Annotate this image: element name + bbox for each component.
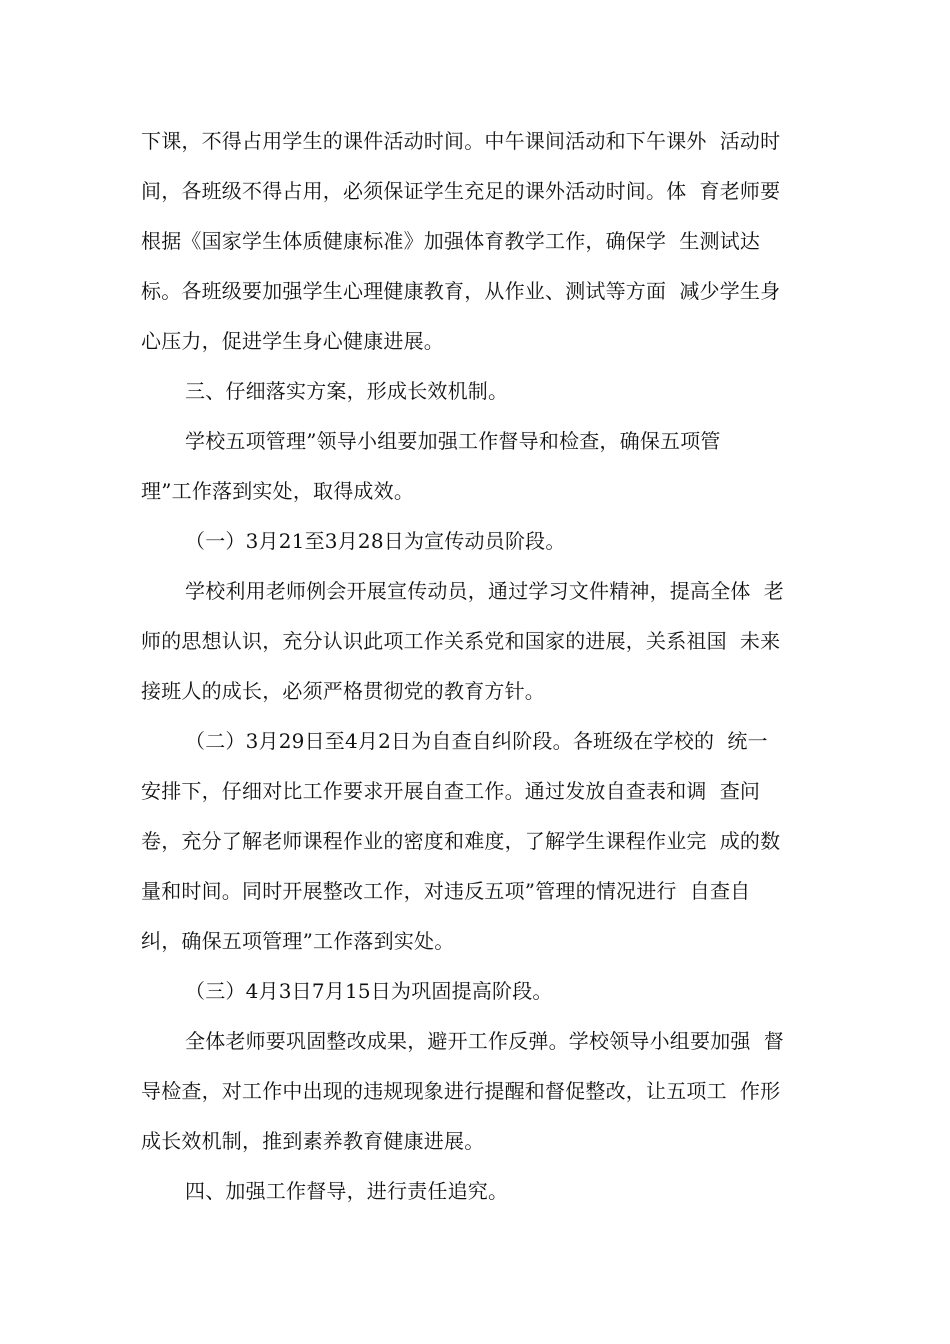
body-text-line: 学校五项管理”领导小组要加强工作督导和检查，确保五项管 — [185, 429, 721, 453]
body-text-line: 接班人的成长，必须严格贯彻党的教育方针。 — [141, 679, 545, 703]
section-heading: 四、加强工作督导，进行责任追究。 — [185, 1179, 509, 1203]
body-text-line: 量和时间。同时开展整改工作，对违反五项”管理的情况进行 自查自 — [141, 879, 751, 903]
body-text-line: 师的思想认识，充分认识此项工作关系党和国家的进展，关系祖国 未来 — [141, 629, 781, 653]
subsection-heading: （一）3月21至3月28日为宣传动员阶段。 — [185, 529, 566, 553]
body-text-line: 心压力，促进学生身心健康进展。 — [141, 329, 444, 353]
subsection-heading: （三）4月3日7月15日为巩固提高阶段。 — [185, 979, 553, 1003]
body-text-line: 下课，不得占用学生的课件活动时间。中午课间活动和下午课外 活动时 — [141, 129, 781, 153]
subsection-heading: （二）3月29日至4月2日为自查自纠阶段。各班级在学校的 统一 — [185, 729, 768, 753]
body-text-line: 间，各班级不得占用，必须保证学生充足的课外活动时间。体 育老师要 — [141, 179, 781, 203]
body-text-line: 成长效机制，推到素养教育健康进展。 — [141, 1129, 485, 1153]
body-text-line: 学校利用老师例会开展宣传动员，通过学习文件精神，提高全体 老 — [185, 579, 784, 603]
body-text-line: 纠，确保五项管理”工作落到实处。 — [141, 929, 455, 953]
section-heading: 三、仔细落实方案，形成长效机制。 — [185, 379, 509, 403]
body-text-line: 卷，充分了解老师课程作业的密度和难度，了解学生课程作业完 成的数 — [141, 829, 781, 853]
body-text-line: 导检查，对工作中出现的违规现象进行提醒和督促整改，让五项工 作形 — [141, 1079, 781, 1103]
body-text-line: 标。各班级要加强学生心理健康教育，从作业、测试等方面 减少学生身 — [141, 279, 781, 303]
body-text-line: 根据《国家学生体质健康标准》加强体育教学工作，确保学 生测试达 — [141, 229, 761, 253]
body-text-line: 安排下，仔细对比工作要求开展自查工作。通过发放自查表和调 查问 — [141, 779, 761, 803]
body-text-line: 全体老师要巩固整改成果，避开工作反弹。学校领导小组要加强 督 — [185, 1029, 784, 1053]
body-text-line: 理”工作落到实处，取得成效。 — [141, 479, 415, 503]
